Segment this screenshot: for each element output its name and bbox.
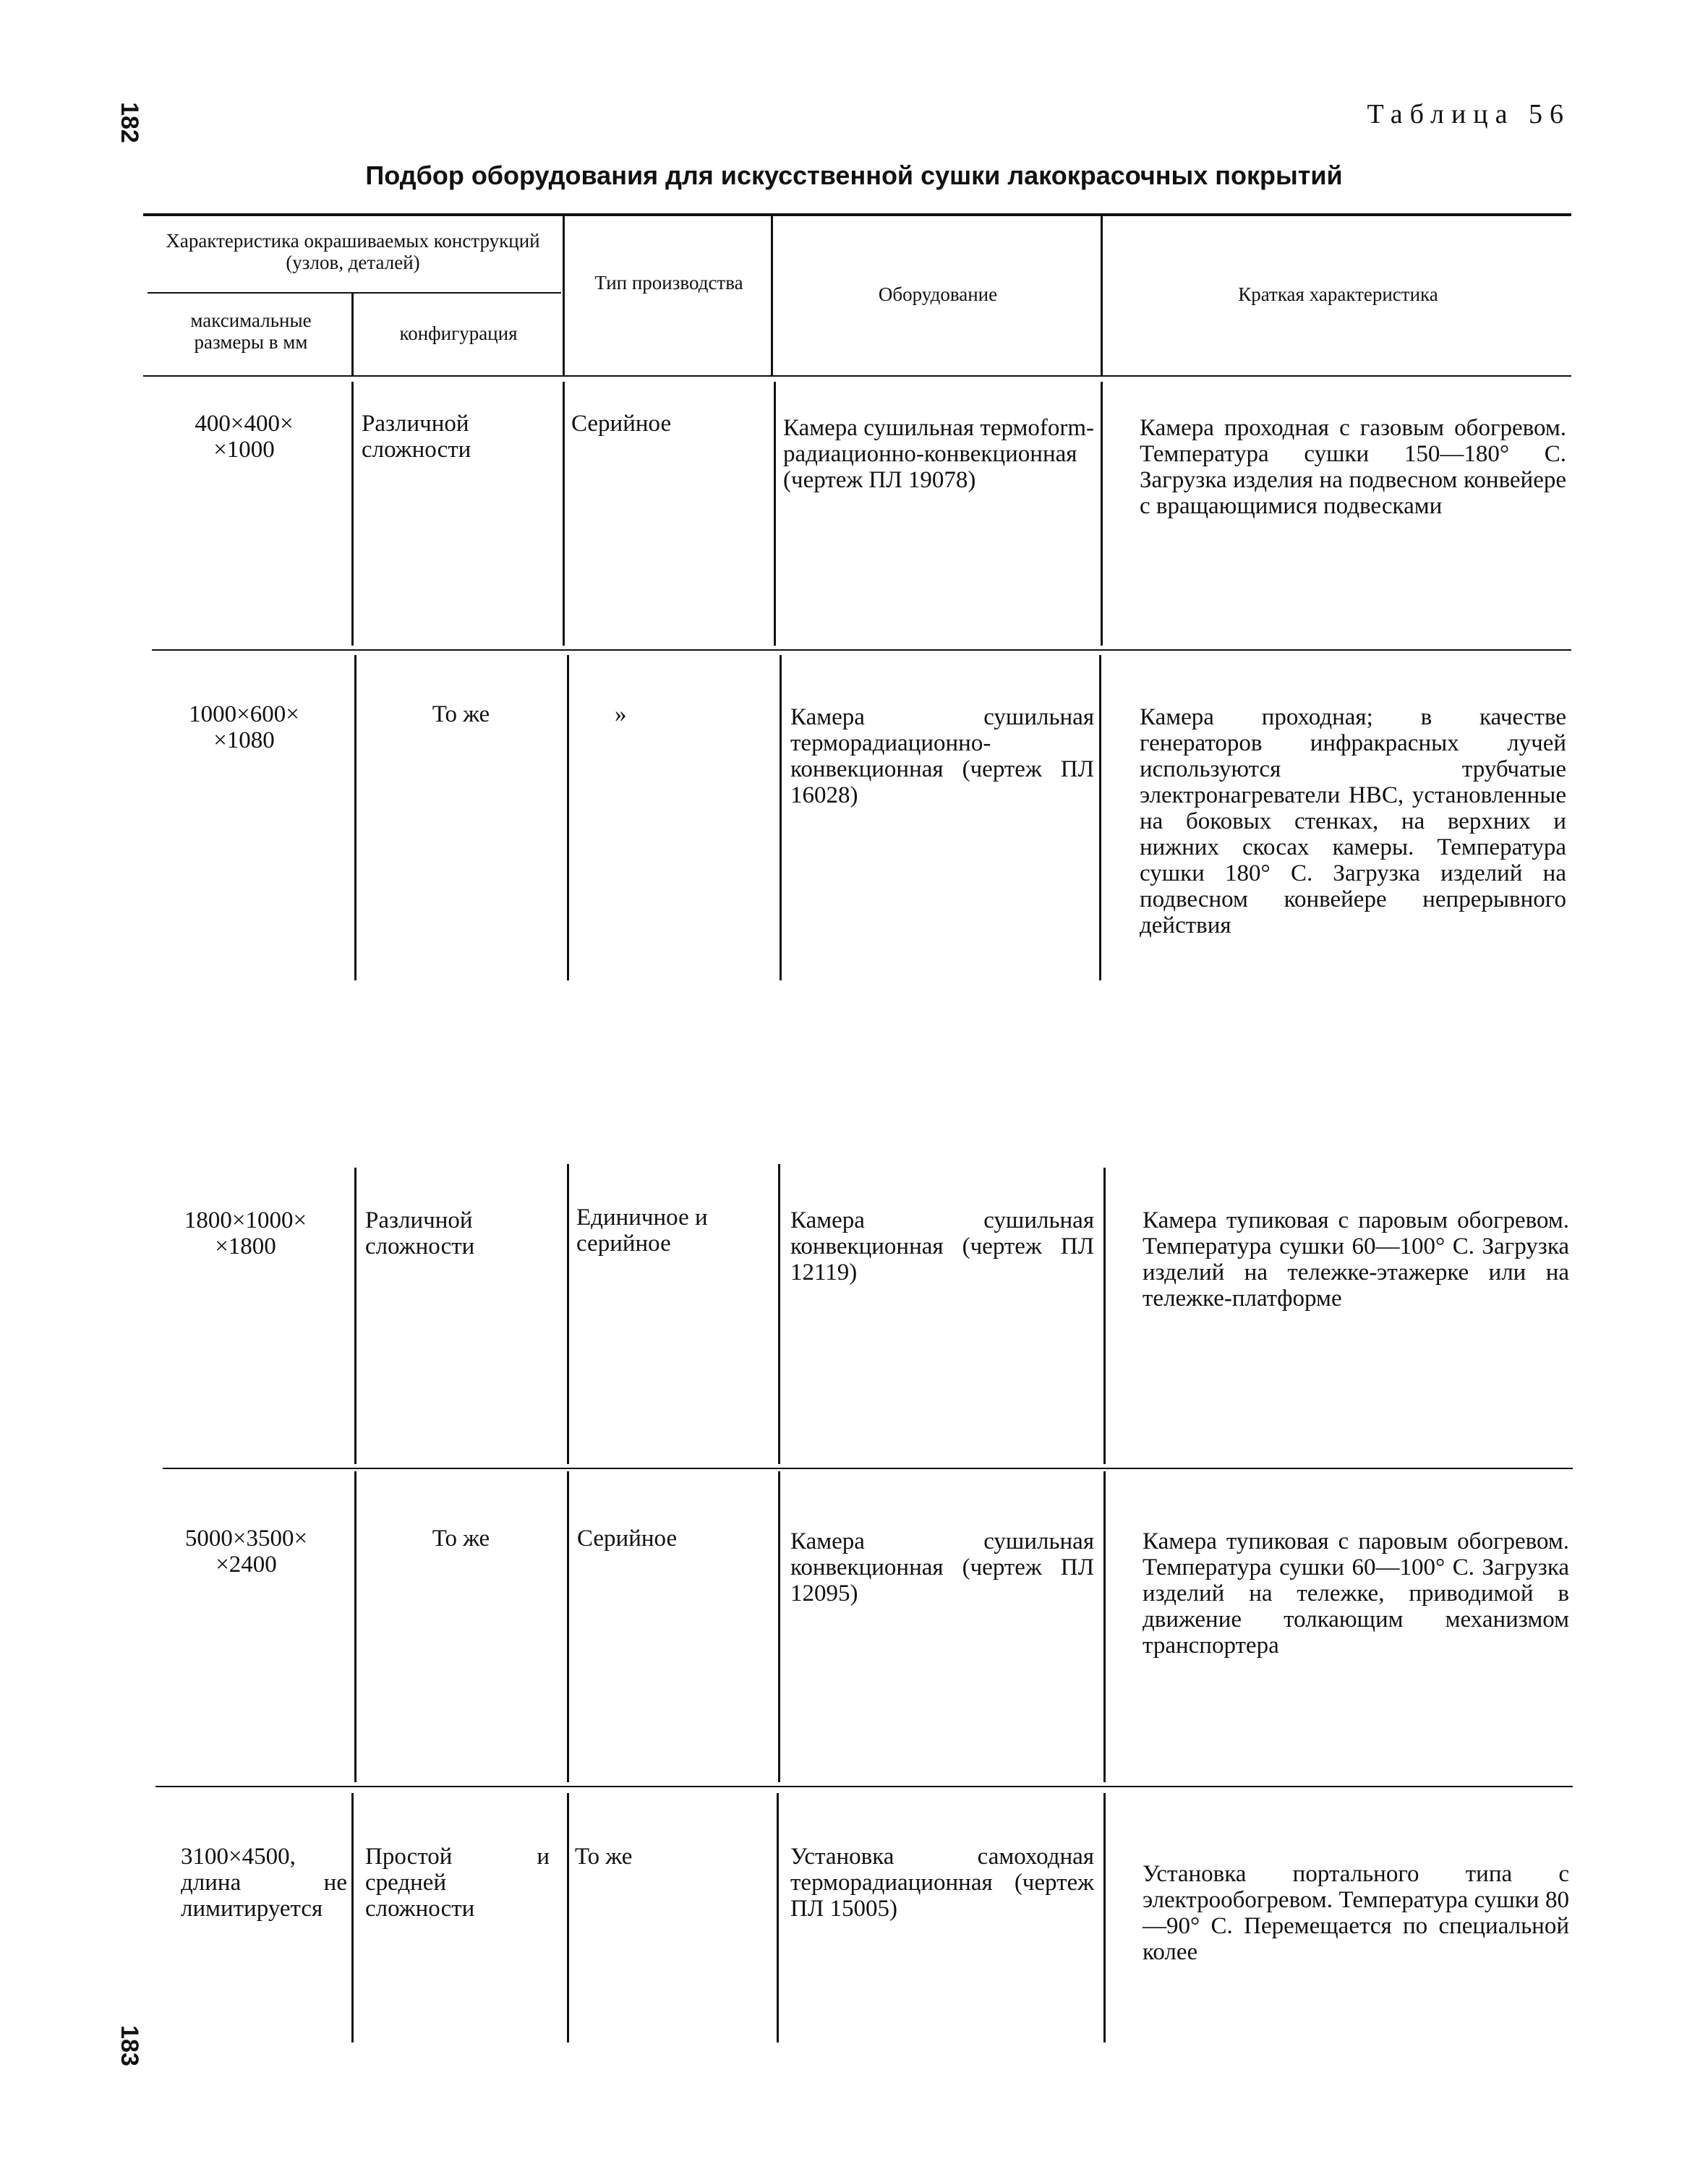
header-equipment: Оборудование xyxy=(878,283,998,305)
vrule-r5-3 xyxy=(777,1793,779,2042)
row-3-equipment: Камера сушильная конвекционная (чертеж ПЛ 12119) xyxy=(790,1207,1094,1285)
row-2-production: » xyxy=(615,701,627,727)
row-5-characteristic: Установка портального типа с электрообогревом. Температура сушки 80—90° С. Перемещается по специальной колее xyxy=(1143,1861,1569,1965)
row-3-size: 1800×1000× ×1800 xyxy=(184,1207,307,1259)
vrule-r3-3 xyxy=(778,1164,780,1464)
row-3-config: Различной сложности xyxy=(365,1207,475,1259)
page-number-bottom: 183 xyxy=(115,2025,143,2066)
row-1-equipment: Камера сушильная термоform-радиационно-конвекционная (чертеж ПЛ 19078) xyxy=(783,415,1094,493)
row-4-equipment: Камера сушильная конвекционная (чертеж ПЛ 12095) xyxy=(790,1528,1094,1607)
vrule-r5-2 xyxy=(567,1793,569,2042)
vrule-r3-2 xyxy=(567,1164,569,1464)
row-4-config: То же xyxy=(432,1526,490,1552)
row-4-size: 5000×3500× ×2400 xyxy=(184,1526,308,1578)
header-characteristic: Краткая характеристика xyxy=(1238,283,1438,305)
vrule-r2-4 xyxy=(1099,655,1101,980)
row-1-config: Различной сложности xyxy=(362,411,471,463)
header-group: Характеристика окрашиваемых конструкций (узлов, деталей) xyxy=(166,230,540,273)
vrule-r4-2 xyxy=(567,1471,569,1782)
vrule-r2-1 xyxy=(354,655,356,980)
row-5-production: То же xyxy=(575,1844,633,1870)
table-title: Подбор оборудования для искусственной сушки лакокрасочных покрытий xyxy=(365,161,1343,190)
rule-row-1 xyxy=(152,649,1571,651)
row-1-size: 400×400× ×1000 xyxy=(195,411,294,463)
vrule-r5-4 xyxy=(1103,1793,1106,2042)
row-4-production: Серийное xyxy=(577,1526,678,1552)
vrule-r1-4 xyxy=(1101,382,1103,646)
row-5-config: Простой и средней сложности xyxy=(365,1844,550,1922)
vrule-r2-3 xyxy=(780,655,782,980)
rule-row-4 xyxy=(155,1786,1573,1787)
vrule-r4-3 xyxy=(778,1471,780,1782)
header-max-sizes: максимальные размеры в мм xyxy=(190,309,312,353)
row-5-size: 3100×4500, длина не лимитируется xyxy=(181,1844,347,1922)
row-5-equipment: Установка самоходная терморадиационная (чертеж ПЛ 15005) xyxy=(790,1844,1094,1922)
header-configuration: конфигурация xyxy=(399,322,518,344)
row-2-config: То же xyxy=(432,701,490,727)
vrule-header-4 xyxy=(1101,216,1103,375)
row-3-production: Единичное и серийное xyxy=(576,1205,708,1257)
vrule-header-1 xyxy=(351,292,354,375)
rule-top xyxy=(143,213,1571,216)
vrule-r5-1 xyxy=(351,1793,354,2042)
vrule-r1-2 xyxy=(563,382,565,646)
vrule-r2-2 xyxy=(567,655,569,980)
page-number-top: 182 xyxy=(115,102,143,143)
row-2-equipment: Камера сушильная терморадиационно-конвекционная (чертеж ПЛ 16028) xyxy=(790,704,1094,808)
rule-header-bottom xyxy=(143,375,1571,377)
vrule-r3-4 xyxy=(1103,1168,1106,1464)
header-production-type: Тип производства xyxy=(594,272,743,294)
rule-header-group xyxy=(148,292,561,294)
row-2-characteristic: Камера проходная; в качестве генераторов инфракрасных лучей используются трубчатые электронагреватели НВС, установленные на боковых стенках, на верхних и нижних скосах камеры. Температура сушки 180° С. Загрузка изделий на подвесном конвейере непрерывного действия xyxy=(1140,704,1566,938)
row-3-characteristic: Камера тупиковая с паровым обогревом. Температура сушки 60—100° С. Загрузка изделий на тележке-этажерке или на тележке-платформе xyxy=(1143,1207,1569,1312)
vrule-r1-3 xyxy=(774,382,776,646)
row-4-characteristic: Камера тупиковая с паровым обогревом. Температура сушки 60—100° С. Загрузка изделий на тележке, приводимой в движение толкающим механизмом транспортера xyxy=(1143,1528,1569,1659)
row-1-production: Серийное xyxy=(571,411,672,437)
table-label: Таблица 56 xyxy=(1367,99,1571,129)
rule-row-3 xyxy=(163,1468,1573,1469)
vrule-r4-1 xyxy=(354,1471,356,1782)
row-2-size: 1000×600× ×1080 xyxy=(189,701,299,753)
vrule-r4-4 xyxy=(1103,1471,1106,1782)
vrule-r3-1 xyxy=(354,1168,356,1464)
vrule-header-3 xyxy=(771,216,773,375)
vrule-r1-1 xyxy=(351,382,354,646)
vrule-header-2 xyxy=(563,216,565,375)
row-1-characteristic: Камера проходная с газовым обогревом. Температура сушки 150—180° С. Загрузка изделия на подвесном конвейере с вращающимися подвесками xyxy=(1140,415,1566,519)
